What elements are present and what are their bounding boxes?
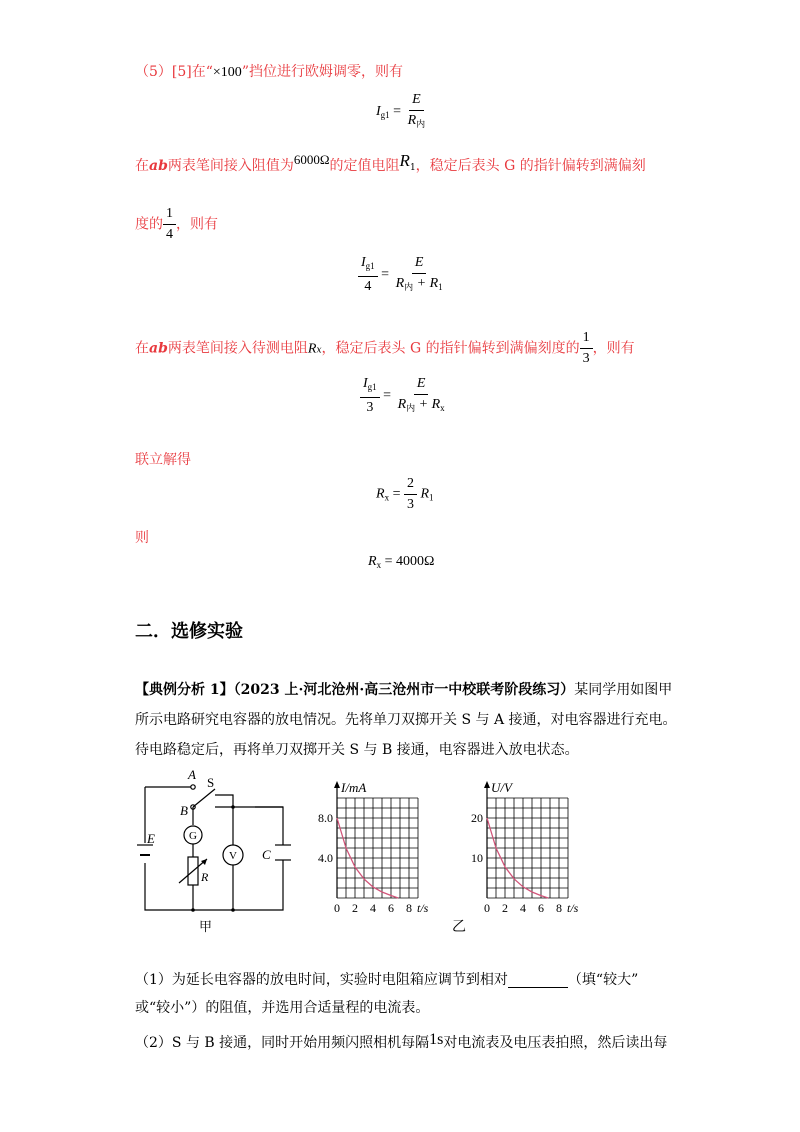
y-tick-label: 20 bbox=[471, 811, 483, 825]
solution-line-1 bbox=[135, 62, 403, 83]
label-V: V bbox=[229, 850, 237, 862]
x-tick-label: 8 bbox=[406, 901, 412, 915]
circuit-diagram bbox=[135, 765, 295, 940]
equation-3: $\frac{I_{g1}}{3}$ = $\frac{E}{R_内 + R_x}$ bbox=[360, 376, 448, 416]
x-tick-label: 2 bbox=[502, 901, 508, 915]
equation-4: $R_x$ = $\frac{2}{3}$ $R_1$ bbox=[376, 476, 434, 512]
solution-line-6: 则 bbox=[135, 530, 149, 546]
grid-lines bbox=[487, 798, 568, 898]
label-B: B bbox=[180, 803, 188, 818]
x-tick-label: 4 bbox=[370, 901, 376, 915]
label-C: C bbox=[262, 847, 271, 862]
caption-yi: 乙 bbox=[452, 919, 466, 935]
label-E: E bbox=[147, 831, 155, 846]
solution-line-3: 度的 $\frac{1}{4}$ ，则有 bbox=[135, 206, 218, 242]
question-1-line-1: （1）为延长电容器的放电时间，实验时电阻箱应调节到相对 （填“较大” bbox=[135, 972, 639, 988]
label-R: R bbox=[201, 870, 209, 884]
x-axis-label: t/s bbox=[417, 901, 429, 915]
interval-value: 1s bbox=[429, 1031, 444, 1048]
section-title: 二．选修实验 bbox=[135, 621, 243, 642]
y-axis-label: U/V bbox=[491, 780, 512, 795]
label-A: A bbox=[188, 767, 196, 782]
example-line-1: 【典例分析 1】（2023 上·河北沧州·高三沧州市一中校联考阶段练习）某同学用如图甲 bbox=[135, 682, 673, 698]
y-axis-arrow bbox=[334, 781, 340, 788]
x-axis-label: t/s bbox=[567, 901, 579, 915]
equation-1: $I_{g1}$ = $\frac{E}{R_内}$ bbox=[376, 92, 426, 129]
chart-voltage bbox=[455, 770, 600, 920]
x-tick-label: 0 bbox=[334, 901, 340, 915]
answer-blank[interactable] bbox=[508, 973, 568, 988]
x-tick-label: 6 bbox=[538, 901, 544, 915]
y-axis-label: I/mA bbox=[341, 780, 367, 795]
label-G: G bbox=[189, 830, 197, 842]
equation-5: $R_x = 4000\Omega$ bbox=[368, 554, 435, 570]
text: （5）[5]在“ bbox=[135, 64, 213, 80]
solution-line-2: 在ab两表笔间接入阻值为6000Ω的定值电阻R1，稳定后表头 G 的指针偏转到满偏刻 bbox=[135, 151, 646, 174]
y-axis-arrow bbox=[484, 781, 490, 788]
x-tick-label: 8 bbox=[556, 901, 562, 915]
resistance-value: 6000Ω bbox=[293, 152, 330, 167]
question-2-line-1: （2）S 与 B 接通，同时开始用频闪照相机每隔1s对电流表及电压表拍照，然后读出每 bbox=[135, 1031, 668, 1051]
solution-line-4: 在ab两表笔间接入待测电阻Rx，稳定后表头 G 的指针偏转到满偏刻度的 $\frac{1}{3}$ ，则有 bbox=[135, 330, 635, 366]
solution-line-5: 联立解得 bbox=[135, 452, 191, 468]
y-tick-label: 10 bbox=[471, 851, 483, 865]
grid-lines bbox=[337, 798, 418, 898]
x100-label: ×100 bbox=[212, 65, 242, 80]
caption-jia: 甲 bbox=[199, 919, 213, 934]
label-S: S bbox=[207, 775, 215, 790]
y-tick-label: 4.0 bbox=[318, 851, 333, 865]
example-line-3: 待电路稳定后，再将单刀双掷开关 S 与 B 接通，电容器进入放电状态。 bbox=[135, 742, 579, 758]
x-tick-label: 4 bbox=[520, 901, 526, 915]
chart-current bbox=[305, 770, 445, 920]
x-tick-label: 2 bbox=[352, 901, 358, 915]
example-line-2: 所示电路研究电容器的放电情况。先将单刀双掷开关 S 与 A 接通，对电容器进行充电。 bbox=[135, 712, 677, 728]
equation-2: $\frac{I_{g1}}{4}$ = $\frac{E}{R_内 + R_1}$ bbox=[358, 255, 446, 295]
x-tick-label: 6 bbox=[388, 901, 394, 915]
question-1-line-2: 或“较小”）的阻值，并选用合适量程的电流表。 bbox=[135, 1000, 430, 1016]
text: ”挡位进行欧姆调零，则有 bbox=[241, 64, 403, 80]
x-tick-label: 0 bbox=[484, 901, 490, 915]
y-tick-label: 8.0 bbox=[318, 811, 333, 825]
